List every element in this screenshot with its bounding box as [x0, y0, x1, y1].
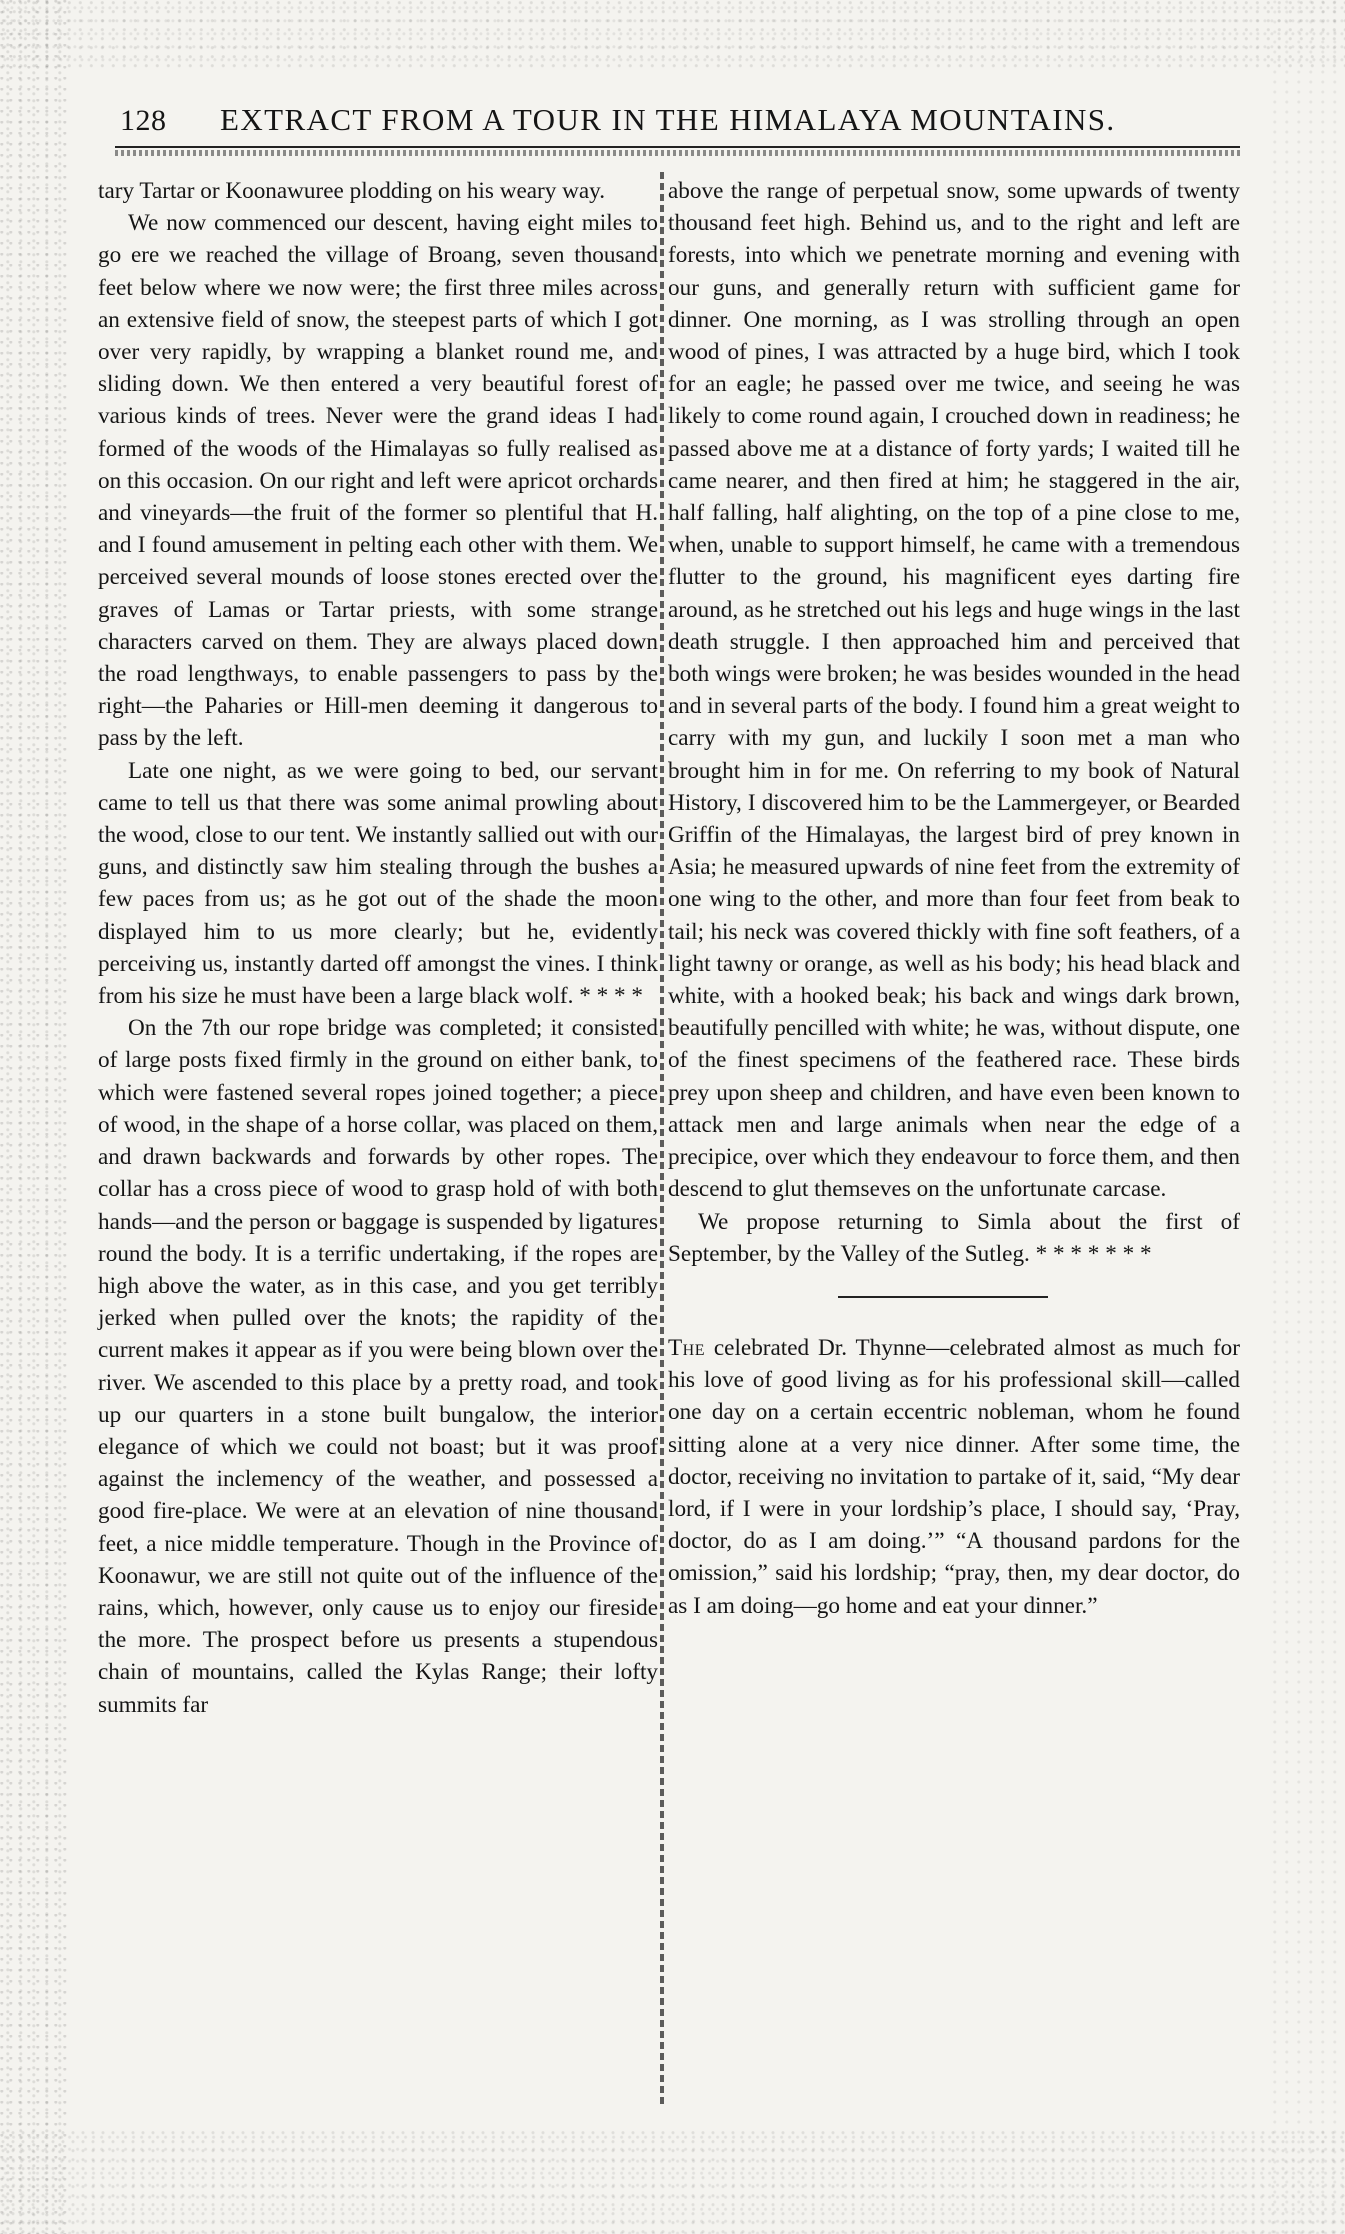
page-header	[120, 98, 1220, 142]
column-divider	[660, 172, 664, 2107]
left-column	[98, 175, 658, 1721]
header-rule	[115, 146, 1240, 148]
section-divider-rule	[838, 1296, 1048, 1298]
left-paragraph-wolf: Late one night, as we were going to bed, our servant came to tell us that there was some animal prowling about the wood, close to our tent. We instantly sallied out with our guns, and distinctly saw him stealing through the bushes a few paces from us; as he got out of the shade the moon displayed him to us more clearly; but he, evidently perceiving us, instantly darted off amongst the vines. I think from his size he must have been a large black wolf. * * * *	[98, 757, 658, 1010]
paper-speckle-top	[0, 0, 1345, 70]
running-title: EXTRACT FROM A TOUR IN THE HIMALAYA MOUNTAINS.	[220, 102, 1116, 137]
right-paragraph-simla: We propose returning to Simla about the first of September, by the Valley of the Sutleg. * * * * * * *	[668, 1208, 1240, 1267]
right-paragraph-lammergeyer: above the range of perpetual snow, some upwards of twenty thousand feet high. Behind us, and to the right and left are forests, into which we penetrate morning and evening with our guns, and generally return with sufficient game for dinner. One morning, as I was strolling through an open wood of pines, I was attracted by a huge bird, which I took for an eagle; he passed over me twice, and seeing he was likely to come round again, I crouched down in readiness; he passed above me at a distance of forty yards; I waited till he came nearer, and then fired at him; he staggered in the air, half falling, half alighting, on the top of a pine close to me, when, unable to support himself, he came with a tremendous flutter to the ground, his magnificent eyes darting fire around, as he stretched out his legs and huge wings in the last death struggle. I then approached him and perceived that both wings were broken; he was besides wounded in the head and in several parts of the body. I found him a great weight to carry with my gun, and luckily I soon met a man who brought him in for me. On referring to my book of Natural History, I discovered him to be the Lammergeyer, or Bearded Griffin of the Himalayas, the largest bird of prey known in Asia; he measured upwards of nine feet from the extremity of one wing to the other, and more than four feet from beak to tail; his neck was covered thickly with fine soft feathers, of a light tawny or orange, as well as his body; his head black and white, with a hooked beak; his back and wings dark brown, beautifully pencilled with white; he was, without dispute, one of the finest specimens of the feathered race. These birds prey upon sheep and children, and have even been known to attack men and large animals when near the edge of a precipice, over which they endeavour to force them, and then descend to glut themseves on the unfortunate carcase.	[668, 178, 1240, 1203]
left-paragraph-rope-bridge: On the 7th our rope bridge was completed; it consisted of large posts fixed firmly in the ground on either bank, to which were fastened several ropes joined together; a piece of wood, in the shape of a horse collar, was placed on them, and drawn backwards and forwards by other ropes. The collar has a cross piece of wood to grasp hold of with both hands—and the person or baggage is suspended by ligatures round the body. It is a terrific undertaking, if the ropes are high above the water, as in this case, and you get terribly jerked when pulled over the knots; the rapidity of the current makes it appear as if you were being blown over the river. We ascended to this place by a pretty road, and took up our quarters in a stone built bungalow, the interior elegance of which we could not boast; but it was proof against the inclemency of the weather, and possessed a good fire-place. We were at an elevation of nine thousand feet, a nice middle temperature. Though in the Province of Koonawur, we are still not quite out of the influence of the rains, which, however, only cause us to enjoy our fireside the more. The prospect before us presents a stupendous chain of mountains, called the Kylas Range; their lofty summits far	[98, 1015, 658, 1718]
header-rule-ornament	[115, 150, 1240, 156]
anecdote-paragraph	[668, 1332, 1240, 1622]
left-paragraph-descent: We now commenced our descent, having eight miles to go ere we reached the village of Broang, seven thousand feet below where we now were; the first three miles across an extensive field of snow, the steepest parts of which I got over very rapidly, by wrapping a blanket round me, and sliding down. We then entered a very beautiful forest of various kinds of trees. Never were the grand ideas I had formed of the woods of the Himalayas so fully realised as on this occasion. On our right and left were apricot orchards and vineyards—the fruit of the former so plentiful that H. and I found amusement in pelting each other with them. We perceived several mounds of loose stones erected over the graves of Lamas or Tartar priests, with some strange characters carved on them. They are always placed down the road lengthways, to enable passengers to pass by the right—the Paharies or Hill-men deeming it dangerous to pass by the left.	[98, 210, 658, 752]
paper-speckle-right	[1270, 0, 1345, 2234]
anecdote-lead-word: The	[668, 1334, 705, 1361]
page-number: 128	[120, 104, 167, 137]
anecdote-text: celebrated Dr. Thynne—celebrated almost as much for his love of good living as for his professional skill—called one day on a certain eccentric nobleman, whom he found sitting alone at a very nice dinner. After some time, the doctor, receiving no invitation to partake of it, said, “My dear lord, if I were in your lordship’s place, I should say, ‘Pray, doctor, do as I am doing.’” “A thousand pardons for the omission,” said his lordship; “pray, then, my dear doctor, do as I am doing—go home and eat your dinner.”	[668, 1334, 1240, 1619]
paper-speckle-left	[0, 0, 70, 2234]
left-paragraph-continuation: tary Tartar or Koonawuree plodding on his weary way.	[98, 178, 606, 204]
right-column	[668, 175, 1240, 1622]
paper-speckle-bottom	[0, 2130, 1345, 2234]
